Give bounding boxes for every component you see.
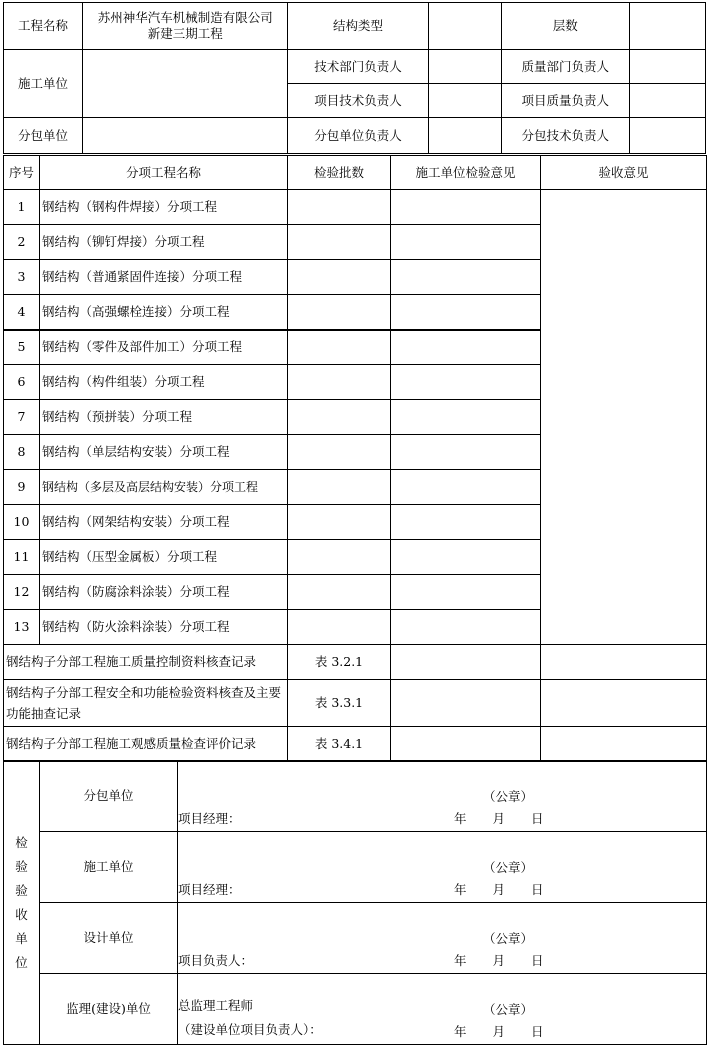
item-no: 1 <box>4 190 40 225</box>
subcontract-unit-signer: 分包单位 <box>40 761 178 832</box>
item-contractor-opinion[interactable] <box>391 295 541 330</box>
project-name-label: 工程名称 <box>4 3 83 50</box>
project-name-value <box>83 3 288 50</box>
item-name: 钢结构（防腐涂料涂装）分项工程 <box>40 575 288 610</box>
item-batches[interactable] <box>288 295 391 330</box>
item-name: 钢结构（高强螺栓连接）分项工程 <box>40 295 288 330</box>
construction-unit-label: 施工单位 <box>4 50 83 118</box>
tech-dept-head-value[interactable] <box>428 50 501 84</box>
item-no: 10 <box>4 505 40 540</box>
quality-dept-head-label: 质量部门负责人 <box>501 50 629 84</box>
supervision-unit-signer: 监理(建设)单位 <box>40 974 178 1045</box>
item-contractor-opinion[interactable] <box>391 400 541 435</box>
date-line: 年 月 日 <box>454 953 544 968</box>
item-contractor-opinion[interactable] <box>391 610 541 645</box>
seal-label: （公章） <box>483 789 534 804</box>
item-batches[interactable] <box>288 400 391 435</box>
header-table <box>3 2 706 154</box>
project-name-line1: 苏州神华汽车机械制造有限公司 <box>97 10 273 25</box>
item-batches[interactable] <box>288 505 391 540</box>
floors-value[interactable] <box>629 3 705 50</box>
item-no: 13 <box>4 610 40 645</box>
item-contractor-opinion[interactable] <box>391 190 541 225</box>
item-batches[interactable] <box>288 610 391 645</box>
item-name: 钢结构（零件及部件加工）分项工程 <box>40 330 288 365</box>
record-acceptance-opinion[interactable] <box>541 680 707 727</box>
item-no: 7 <box>4 400 40 435</box>
signer-role: 项目负责人： <box>178 953 254 968</box>
item-contractor-opinion[interactable] <box>391 470 541 505</box>
item-name: 钢结构（网架结构安装）分项工程 <box>40 505 288 540</box>
item-name: 钢结构（预拼装）分项工程 <box>40 400 288 435</box>
item-batches[interactable] <box>288 330 391 365</box>
record-name: 钢结构子分部工程施工观感质量检查评价记录 <box>4 727 288 762</box>
record-table-ref: 表 3.3.1 <box>288 680 391 727</box>
record-row <box>4 645 707 680</box>
record-acceptance-opinion[interactable] <box>541 645 707 680</box>
item-contractor-opinion[interactable] <box>391 330 541 365</box>
item-no: 12 <box>4 575 40 610</box>
structure-type-value[interactable] <box>428 3 501 50</box>
batches-header: 检验批数 <box>288 156 391 190</box>
design-unit-signer: 设计单位 <box>40 903 178 974</box>
signature-block[interactable] <box>178 761 707 832</box>
item-no: 6 <box>4 365 40 400</box>
item-no: 5 <box>4 330 40 365</box>
item-batches[interactable] <box>288 470 391 505</box>
item-no: 4 <box>4 295 40 330</box>
project-quality-head-value[interactable] <box>629 84 705 118</box>
floors-label: 层数 <box>501 3 629 50</box>
acceptance-table <box>3 760 707 1045</box>
subcontract-tech-head-label: 分包技术负责人 <box>501 118 629 154</box>
record-contractor-opinion[interactable] <box>391 645 541 680</box>
record-name: 钢结构子分部工程施工质量控制资料核查记录 <box>4 645 288 680</box>
item-contractor-opinion[interactable] <box>391 365 541 400</box>
item-contractor-opinion[interactable] <box>391 505 541 540</box>
record-name: 钢结构子分部工程安全和功能检验资料核查及主要功能抽查记录 <box>4 680 288 727</box>
item-name: 钢结构（防火涂料涂装）分项工程 <box>40 610 288 645</box>
item-contractor-opinion[interactable] <box>391 225 541 260</box>
date-line: 年 月 日 <box>454 1024 544 1039</box>
signer-role: 项目经理： <box>178 811 241 826</box>
construction-unit-signer: 施工单位 <box>40 832 178 903</box>
item-batches[interactable] <box>288 435 391 470</box>
signature-block[interactable] <box>178 974 707 1045</box>
record-row <box>4 680 707 727</box>
construction-unit-value[interactable] <box>83 50 288 118</box>
item-batches[interactable] <box>288 365 391 400</box>
item-no: 2 <box>4 225 40 260</box>
contractor-opinion-header: 施工单位检验意见 <box>391 156 541 190</box>
item-name: 钢结构（钢构件焊接）分项工程 <box>40 190 288 225</box>
record-row <box>4 727 707 762</box>
subcontract-unit-head-value[interactable] <box>428 118 501 154</box>
project-name-line2: 新建三期工程 <box>147 26 223 41</box>
item-no: 11 <box>4 540 40 575</box>
project-tech-head-label: 项目技术负责人 <box>288 84 428 118</box>
project-tech-head-value[interactable] <box>428 84 501 118</box>
item-no: 8 <box>4 435 40 470</box>
seal-label: （公章） <box>483 860 534 875</box>
record-contractor-opinion[interactable] <box>391 680 541 727</box>
item-batches[interactable] <box>288 190 391 225</box>
signer-role-line1: 总监理工程师 <box>178 998 254 1013</box>
item-no: 9 <box>4 470 40 505</box>
item-name: 钢结构（铆钉焊接）分项工程 <box>40 225 288 260</box>
record-table-ref: 表 3.2.1 <box>288 645 391 680</box>
item-batches[interactable] <box>288 540 391 575</box>
subcontract-unit-label: 分包单位 <box>4 118 83 154</box>
quality-dept-head-value[interactable] <box>629 50 705 84</box>
structure-type-label: 结构类型 <box>288 3 428 50</box>
item-contractor-opinion[interactable] <box>391 575 541 610</box>
item-name: 钢结构（多层及高层结构安装）分项工程 <box>40 470 288 505</box>
table-row <box>4 190 707 225</box>
item-contractor-opinion[interactable] <box>391 435 541 470</box>
tech-dept-head-label: 技术部门负责人 <box>288 50 428 84</box>
seal-label: （公章） <box>483 931 534 946</box>
item-name: 钢结构（构件组装）分项工程 <box>40 365 288 400</box>
subcontract-tech-head-value[interactable] <box>629 118 705 154</box>
record-acceptance-opinion[interactable] <box>541 727 707 762</box>
acceptance-side-label: 检 验 验 收 单 位 <box>4 761 40 1045</box>
signature-block[interactable] <box>178 832 707 903</box>
signature-block[interactable] <box>178 903 707 974</box>
date-line: 年 月 日 <box>454 882 544 897</box>
seal-label: （公章） <box>483 1002 534 1017</box>
item-name: 钢结构（压型金属板）分项工程 <box>40 540 288 575</box>
item-name: 钢结构（单层结构安装）分项工程 <box>40 435 288 470</box>
signer-role-line2: （建设单位项目负责人）： <box>178 1022 322 1037</box>
record-table-ref: 表 3.4.1 <box>288 727 391 762</box>
item-batches[interactable] <box>288 225 391 260</box>
signer-role: 项目经理： <box>178 882 241 897</box>
items-acceptance-opinion[interactable] <box>541 190 707 645</box>
item-batches[interactable] <box>288 260 391 295</box>
project-quality-head-label: 项目质量负责人 <box>501 84 629 118</box>
item-no: 3 <box>4 260 40 295</box>
item-batches[interactable] <box>288 575 391 610</box>
seq-header: 序号 <box>4 156 40 190</box>
acceptance-opinion-header: 验收意见 <box>541 156 707 190</box>
item-contractor-opinion[interactable] <box>391 540 541 575</box>
subcontract-unit-value[interactable] <box>83 118 288 154</box>
item-contractor-opinion[interactable] <box>391 260 541 295</box>
item-name-header: 分项工程名称 <box>40 156 288 190</box>
items-table <box>3 155 707 762</box>
item-name: 钢结构（普通紧固件连接）分项工程 <box>40 260 288 295</box>
subcontract-unit-head-label: 分包单位负责人 <box>288 118 428 154</box>
date-line: 年 月 日 <box>454 811 544 826</box>
record-contractor-opinion[interactable] <box>391 727 541 762</box>
